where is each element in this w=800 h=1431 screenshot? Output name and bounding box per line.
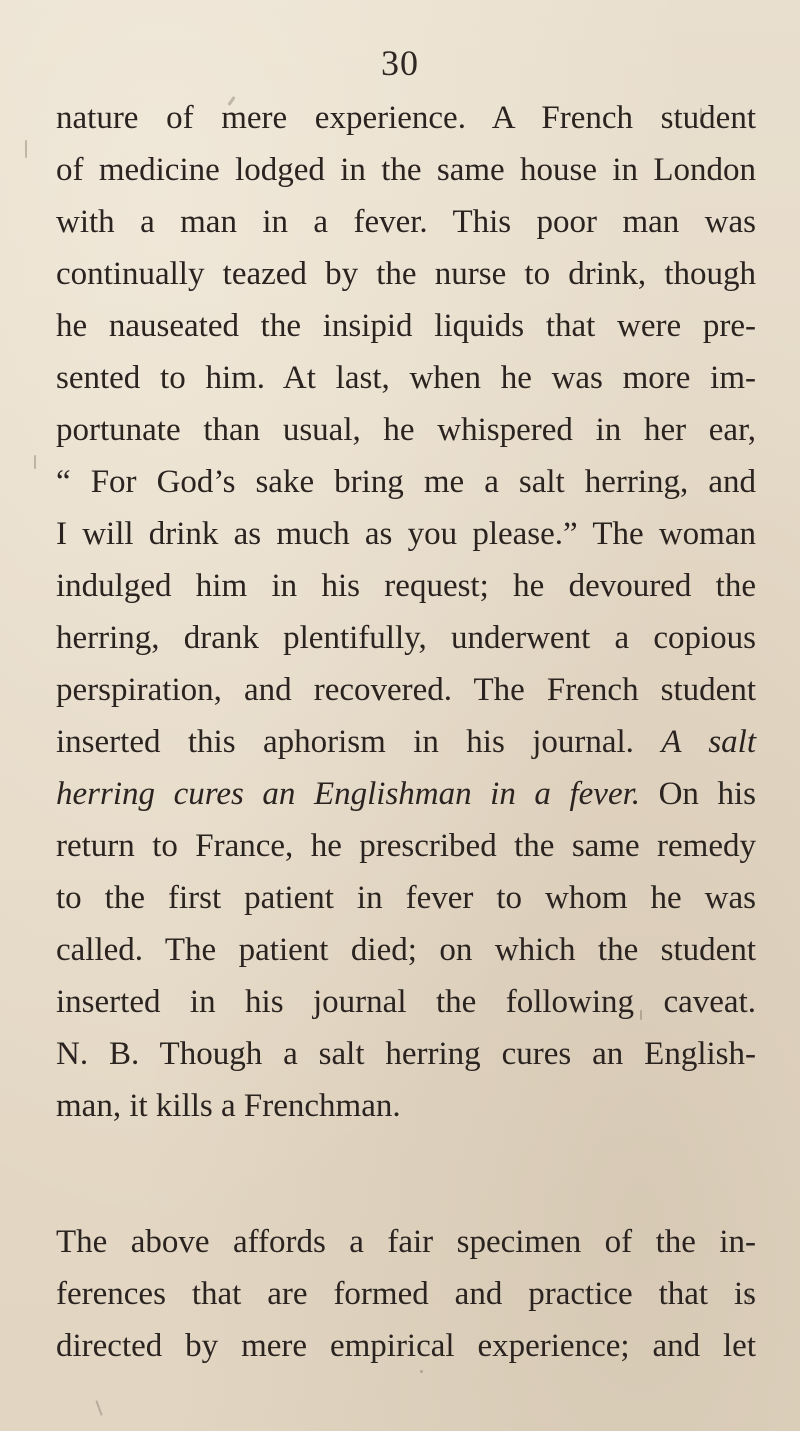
paragraph-1 [56,92,756,1132]
text-segment: of medicine lodged in the same house in London [56,152,756,188]
text-line [56,248,756,300]
text-segment: he nauseated the insipid liquids that were pre- [56,308,756,344]
page-number: 30 [381,43,419,83]
scan-speck [748,1290,750,1302]
text-line [56,144,756,196]
text-line [56,976,756,1028]
text-segment: portunate than usual, he whispered in her ear, [56,412,756,448]
text-segment: man, it kills a Frenchman. [56,1088,401,1124]
text-line [56,716,756,768]
text-line [56,1268,756,1320]
scan-speck [34,455,36,469]
text-line [56,300,756,352]
text-segment: with a man in a fever. This poor man was [56,204,756,240]
text-segment: “ For God’s sake bring me a salt herring, and [56,464,756,500]
text-line [56,1216,756,1268]
text-line [56,352,756,404]
text-line [56,404,756,456]
text-segment: return to France, he prescribed the same remedy [56,828,756,864]
scan-speck [640,1010,642,1020]
text-segment: inserted this aphorism in his journal. [56,724,662,760]
text-line [56,1080,756,1132]
text-line [56,872,756,924]
text-line [56,924,756,976]
text-segment: N. B. Though a salt herring cures an English- [56,1036,756,1072]
text-line [56,456,756,508]
scan-speck [420,1370,423,1373]
text-line [56,196,756,248]
text-line [56,560,756,612]
text-segment: inserted in his journal the following caveat. [56,984,756,1020]
body-text [56,92,756,1372]
scan-speck [95,1400,102,1416]
text-line [56,1320,756,1372]
text-segment: ferences that are formed and practice that is [56,1276,756,1312]
paragraph-gap [56,1132,756,1216]
text-segment: called. The patient died; on which the student [56,932,756,968]
text-line [56,1028,756,1080]
paragraph-2 [56,1216,756,1372]
text-segment: I will drink as much as you please.” The woman [56,516,756,552]
italic-text: A salt [661,724,756,760]
text-segment: nature of mere experience. A French student [56,100,756,136]
text-line [56,612,756,664]
text-segment: indulged him in his request; he devoured the [56,568,756,604]
text-segment: On his [640,776,757,812]
text-segment: herring, drank plentifully, underwent a copious [56,620,756,656]
text-segment: directed by mere empirical experience; and let [56,1328,756,1364]
scan-speck [25,140,27,158]
italic-text: herring cures an Englishman in a fever. [56,776,641,812]
text-line [56,92,756,144]
text-segment: continually teazed by the nurse to drink, though [56,256,756,292]
scan-speck [700,108,702,120]
text-segment: sented to him. At last, when he was more im- [56,360,756,396]
text-segment: perspiration, and recovered. The French student [56,672,756,708]
text-segment: The above affords a fair specimen of the in- [56,1224,756,1260]
text-line [56,820,756,872]
text-line [56,664,756,716]
text-line [56,508,756,560]
text-line [56,768,756,820]
text-segment: to the first patient in fever to whom he was [56,880,756,916]
